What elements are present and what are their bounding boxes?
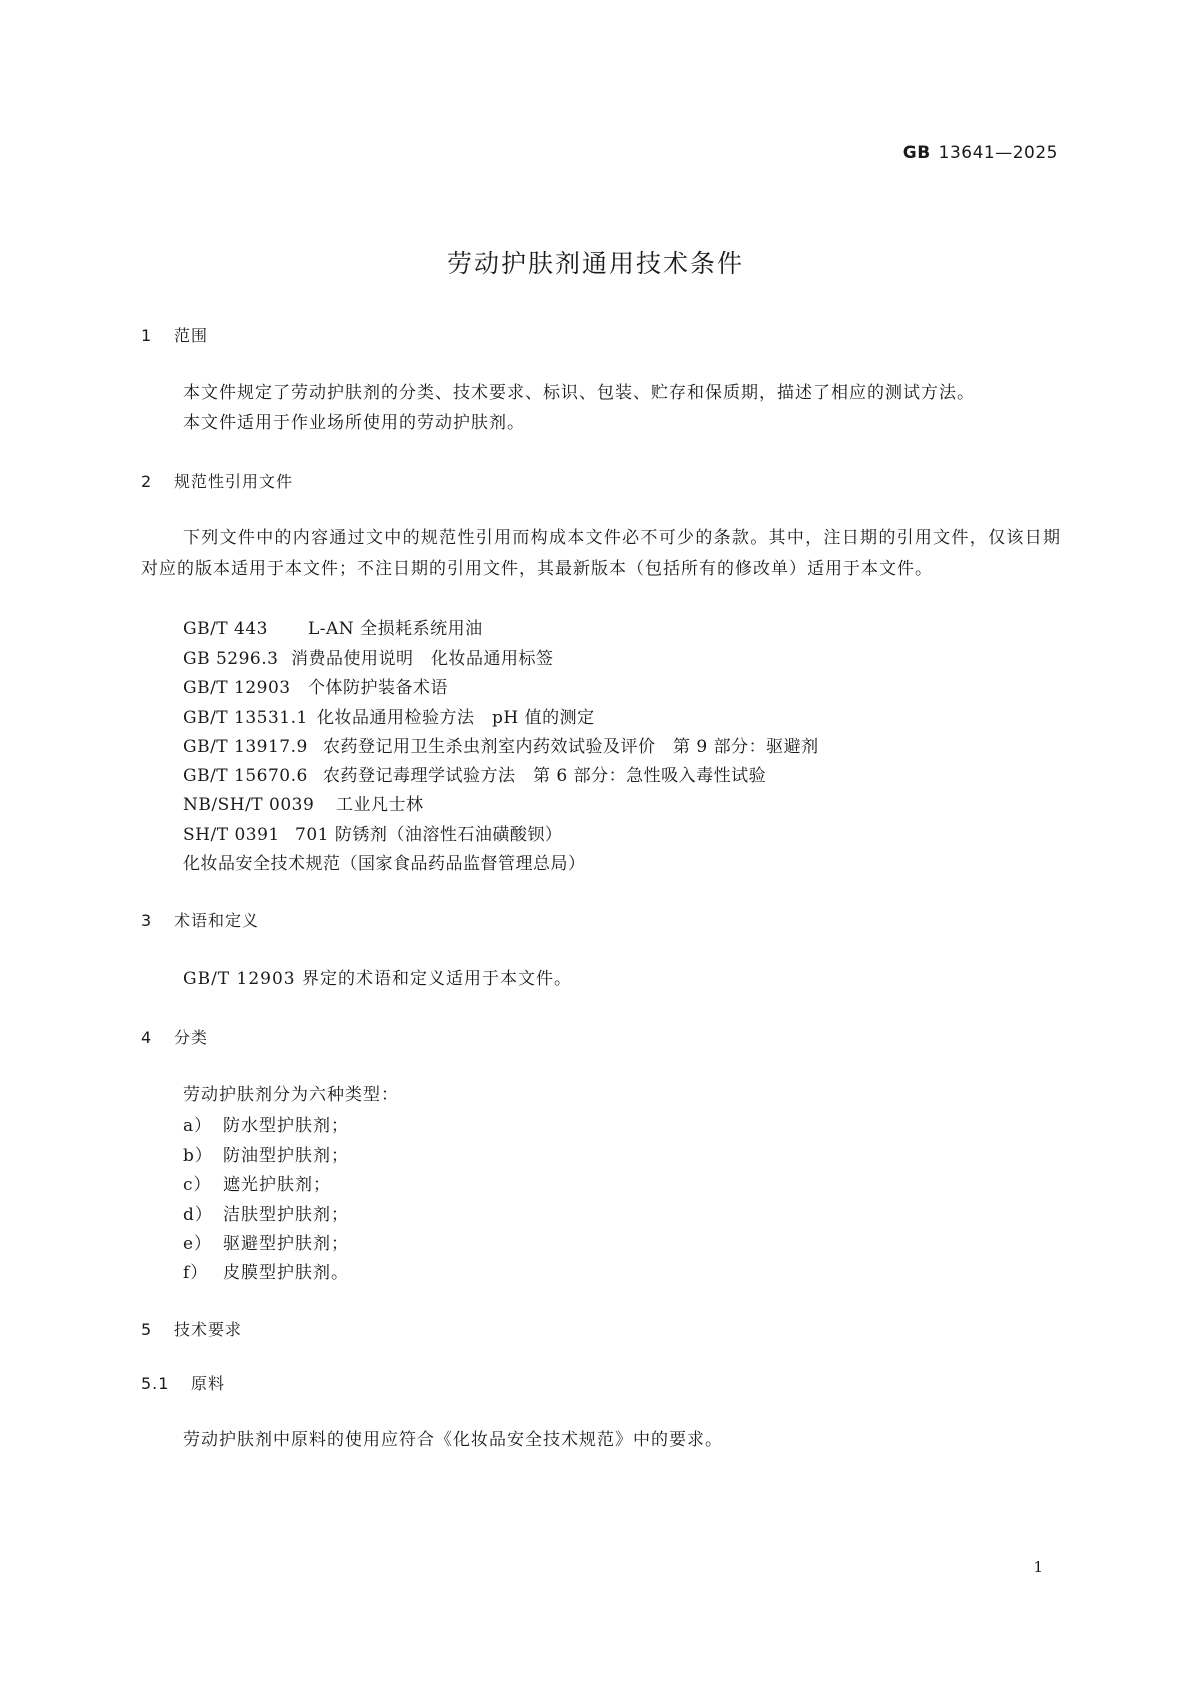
section-heading-4: 4 分类: [141, 1028, 209, 1047]
reference-item: NB/SH/T 0039 工业凡士林: [183, 795, 424, 815]
section-2-intro: 下列文件中的内容通过文中的规范性引用而构成本文件必不可少的条款。其中，注日期的引用文件，仅该日期对应的版本适用于本文件；不注日期的引用文件，其最新版本（包括所有的修改单）适用于本文件。: [141, 528, 1061, 579]
list-item: c） 遮光护肤剂；: [183, 1175, 331, 1195]
section-4-intro: 劳动护肤剂分为六种类型：: [183, 1085, 399, 1105]
section-heading-1: 1 范围: [141, 326, 209, 345]
list-item: a） 防水型护肤剂；: [183, 1116, 349, 1136]
reference-item: GB/T 13917.9 农药登记用卫生杀虫剂室内药效试验及评价 第 9 部分：驱避剂: [183, 737, 819, 757]
subsection-5-1-paragraph: 劳动护肤剂中原料的使用应符合《化妆品安全技术规范》中的要求。: [183, 1430, 723, 1450]
reference-item: GB/T 15670.6 农药登记毒理学试验方法 第 6 部分：急性吸入毒性试验: [183, 766, 767, 786]
reference-item: GB/T 13531.1 化妆品通用检验方法 pH 值的测定: [183, 708, 595, 728]
section-heading-2: 2 规范性引用文件: [141, 472, 294, 491]
section-3-paragraph: GB/T 12903 界定的术语和定义适用于本文件。: [183, 969, 573, 989]
section-heading-5: 5 技术要求: [141, 1320, 243, 1339]
page-number: 1: [1033, 1558, 1043, 1576]
list-item: f） 皮膜型护肤剂。: [183, 1263, 349, 1283]
reference-item: GB/T 443 L-AN 全损耗系统用油: [183, 619, 483, 639]
standard-code: [903, 143, 1058, 163]
section-1-paragraph-1: 本文件规定了劳动护肤剂的分类、技术要求、标识、包装、贮存和保质期，描述了相应的测试方法。: [183, 383, 975, 403]
list-item: d） 洁肤型护肤剂；: [183, 1205, 349, 1225]
reference-item: GB/T 12903 个体防护装备术语: [183, 678, 448, 698]
document-title: 劳动护肤剂通用技术条件: [446, 249, 744, 278]
standard-prefix: GB: [902, 143, 931, 163]
reference-item: 化妆品安全技术规范（国家食品药品监督管理总局）: [183, 854, 586, 874]
standard-number: 13641—2025: [938, 143, 1058, 163]
section-1-paragraph-2: 本文件适用于作业场所使用的劳动护肤剂。: [183, 413, 525, 433]
section-heading-3: 3 术语和定义: [141, 911, 260, 930]
list-item: e） 驱避型护肤剂；: [183, 1234, 349, 1254]
reference-item: GB 5296.3 消费品使用说明 化妆品通用标签: [183, 649, 554, 669]
list-item: b） 防油型护肤剂；: [183, 1146, 349, 1166]
subsection-heading-5-1: 5.1 原料: [141, 1374, 226, 1393]
reference-item: SH/T 0391 701 防锈剂（油溶性石油磺酸钡）: [183, 825, 563, 845]
